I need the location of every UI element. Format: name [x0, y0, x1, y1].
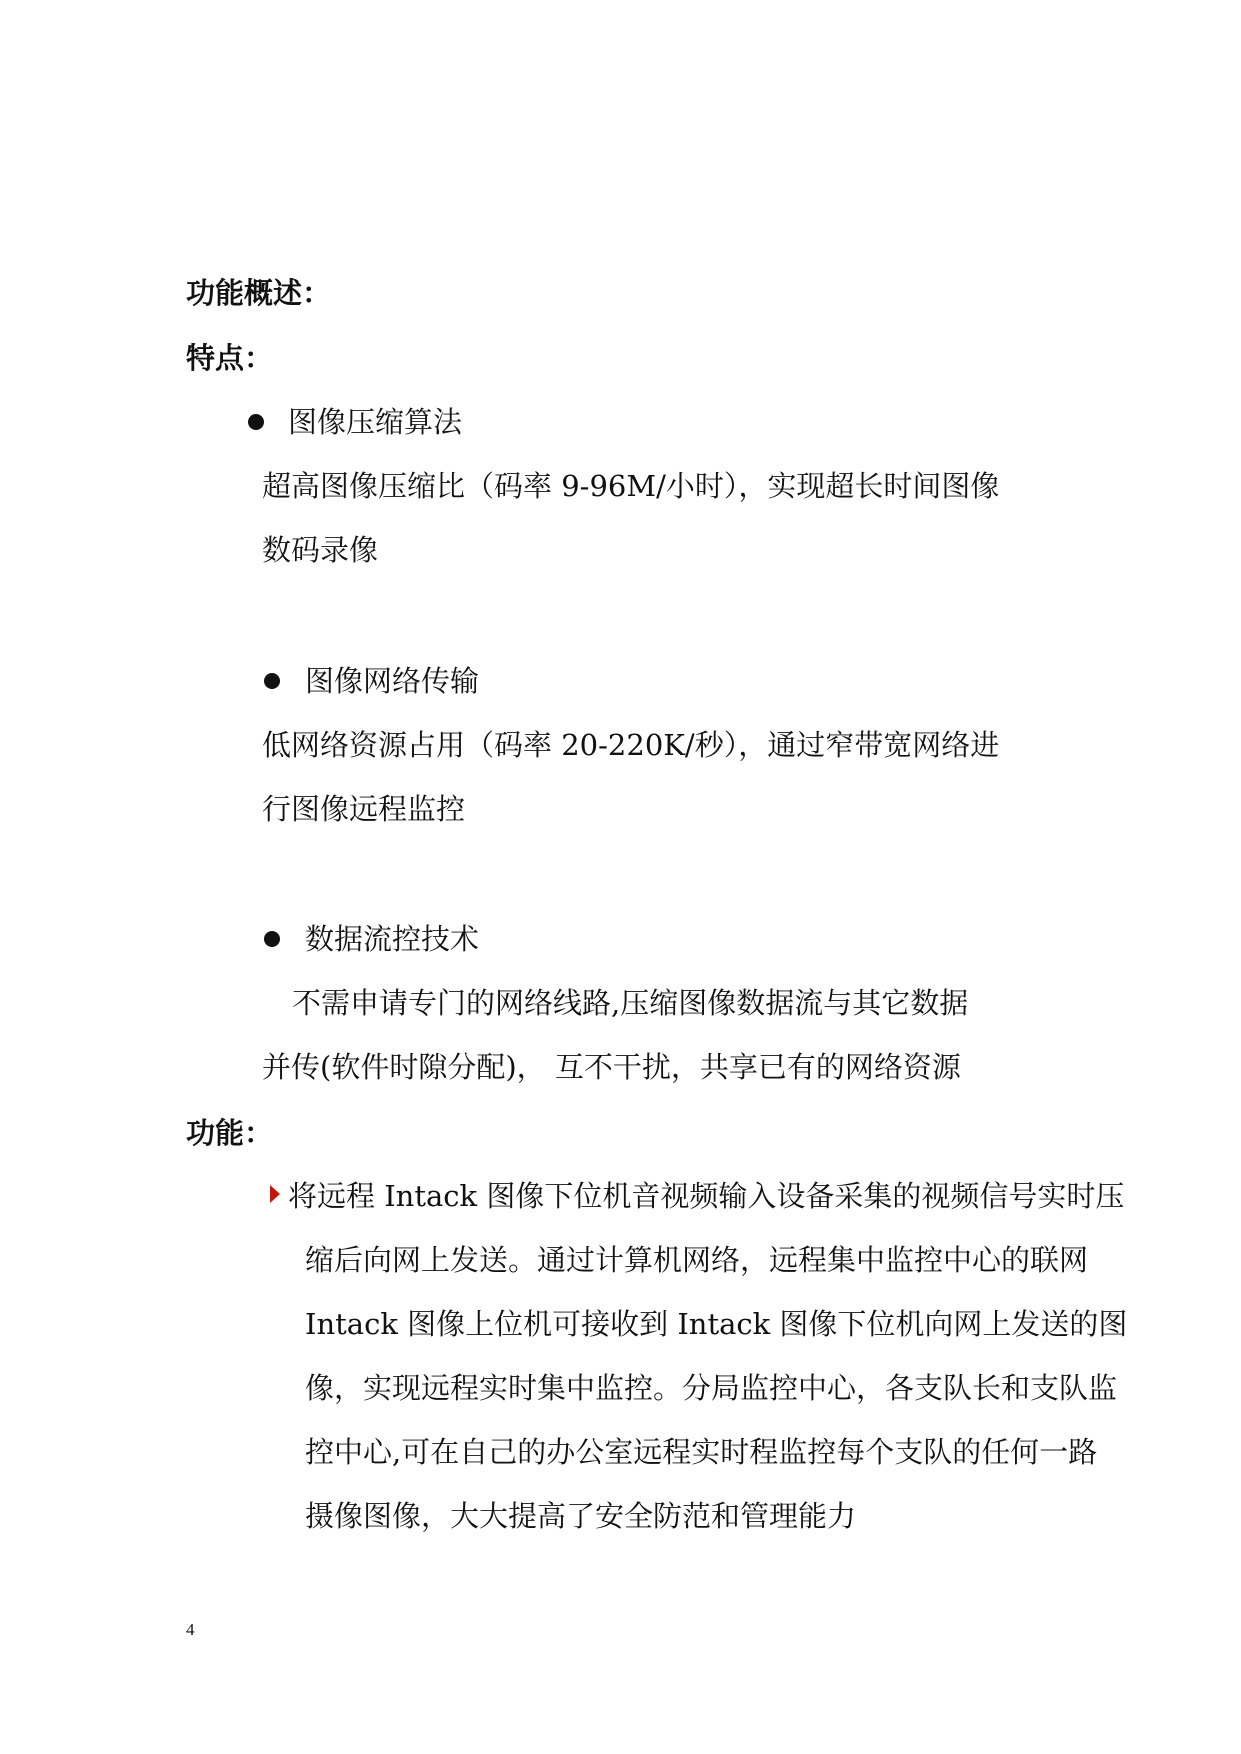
bullet-dot-icon: [264, 931, 280, 947]
feature-description-line: 数码录像: [262, 533, 379, 567]
page-number: 4: [186, 1620, 195, 1639]
function-text-line: Intack 图像上位机可接收到 Intack 图像下位机向网上发送的图: [305, 1307, 1128, 1341]
functions-heading: 功能：: [186, 1116, 274, 1150]
red-triangle-bullet-icon: [270, 1185, 280, 1203]
feature-title: 图像压缩算法: [288, 405, 463, 439]
overview-heading: 功能概述：: [186, 276, 332, 310]
function-text-line: 缩后向网上发送。通过计算机网络，远程集中监控中心的联网: [305, 1243, 1089, 1277]
function-text-line: 像，实现远程实时集中监控。分局监控中心，各支队长和支队监: [305, 1371, 1118, 1405]
feature-title: 图像网络传输: [305, 664, 480, 698]
function-text-line: 摄像图像，大大提高了安全防范和管理能力: [305, 1499, 857, 1533]
feature-description-line: 低网络资源占用（码率 20-220K/秒），通过窄带宽网络进: [262, 728, 1000, 762]
features-heading: 特点：: [186, 341, 274, 375]
bullet-dot-icon: [248, 414, 264, 430]
function-text-line: 将远程 Intack 图像下位机音视频输入设备采集的视频信号实时压: [288, 1179, 1125, 1213]
feature-description-line: 并传(软件时隙分配)， 互不干扰，共享已有的网络资源: [262, 1050, 961, 1084]
feature-description-line: 超高图像压缩比（码率 9-96M/小时），实现超长时间图像: [262, 469, 1000, 503]
bullet-dot-icon: [264, 673, 280, 689]
feature-description-line: 不需申请专门的网络线路,压缩图像数据流与其它数据: [292, 986, 969, 1020]
function-text-line: 控中心,可在自己的办公室远程实时程监控每个支队的任何一路: [305, 1435, 1098, 1469]
feature-description-line: 行图像远程监控: [262, 792, 466, 826]
feature-title: 数据流控技术: [305, 922, 480, 956]
